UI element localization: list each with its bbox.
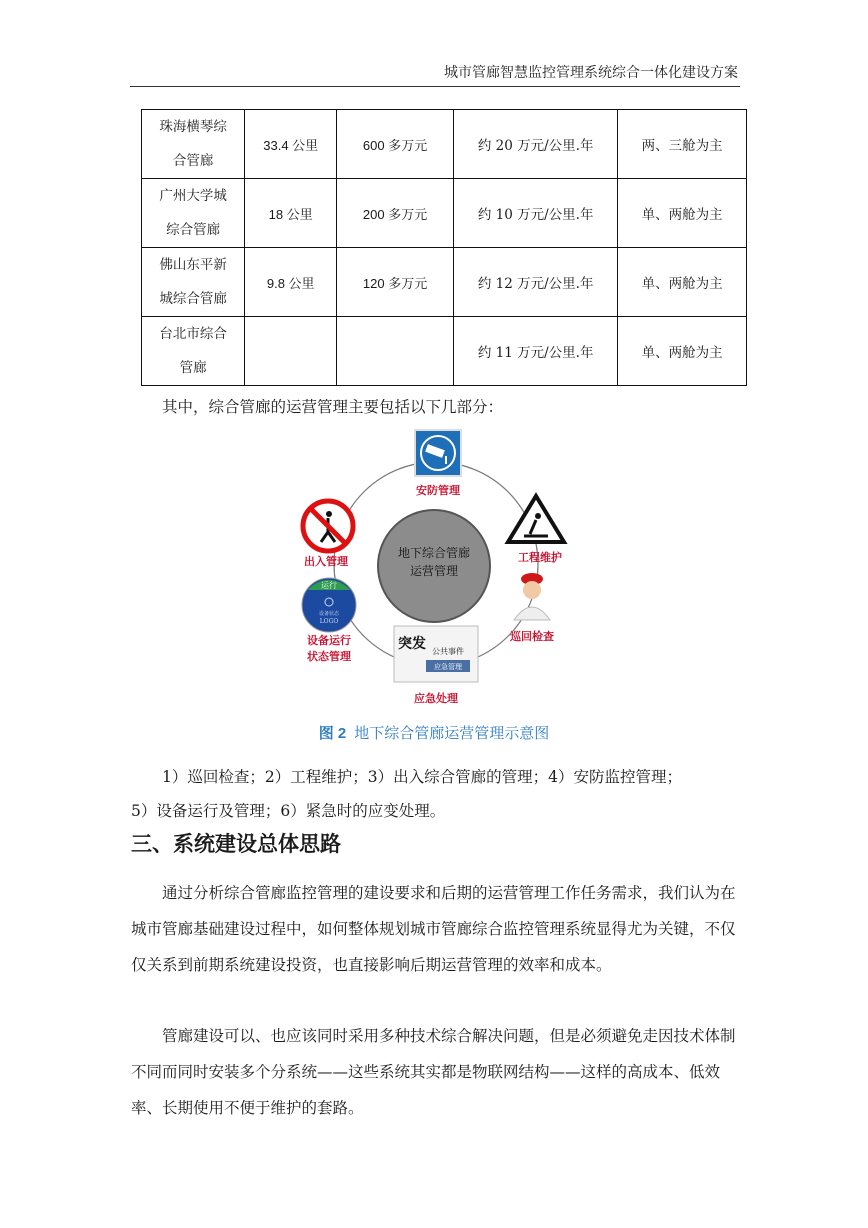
name-line-1: 台北市综合 bbox=[159, 326, 227, 342]
label-engineering: 工程维护 bbox=[518, 551, 562, 564]
name-cell bbox=[142, 110, 245, 179]
emergency-book-icon bbox=[394, 626, 478, 682]
name-cell bbox=[142, 317, 245, 386]
cost-cell: 约 12 万元/公里.年 bbox=[454, 248, 618, 317]
figure-number: 图 2 bbox=[318, 725, 347, 742]
type-cell: 单、两舱为主 bbox=[618, 179, 747, 248]
investment-cell: 120 多万元 bbox=[337, 248, 454, 317]
intro-text: 其中，综合管廊的运营管理主要包括以下几部分： bbox=[162, 398, 504, 416]
badge-run-text: 运行 bbox=[321, 581, 337, 590]
cost-cell: 约 20 万元/公里.年 bbox=[454, 110, 618, 179]
section-title: 三、系统建设总体思路 bbox=[131, 832, 341, 856]
type-cell: 单、两舱为主 bbox=[618, 248, 747, 317]
name-line-2: 管廊 bbox=[179, 360, 207, 376]
label-device-1: 设备运行 bbox=[307, 634, 351, 647]
investment-cell: 600 多万元 bbox=[337, 110, 454, 179]
header-title: 城市管廊智慧监控管理系统综合一体化建设方案 bbox=[444, 65, 738, 81]
name-line-2: 城综合管廊 bbox=[159, 291, 227, 307]
emergency-small-text: 公共事件 bbox=[432, 647, 464, 656]
paragraph-2: 管廊建设可以、也应该同时采用多种技术综合解决问题，但是必须避免走因技术体制不同而同时安装多个分系统——这些系统其实都是物联网结构——这样的高成本、低效率、长期使用不便于维护的套路。 bbox=[131, 1027, 736, 1117]
no-entry-icon bbox=[303, 501, 353, 551]
camera-icon bbox=[415, 430, 461, 476]
paragraph-1: 通过分析综合管廊监控管理的建设要求和后期的运营管理工作任务需求，我们认为在城市管廊基础建设过程中，如何整体规划城市管廊综合监控管理系统显得尤为关键，不仅仅关系到前期系统建设投资，也直接影响后期运营管理的效率和成本。 bbox=[131, 884, 736, 974]
badge-logo-text: LOGO bbox=[319, 618, 339, 625]
investment-cell: 200 多万元 bbox=[337, 179, 454, 248]
cost-cell: 约 10 万元/公里.年 bbox=[454, 179, 618, 248]
center-label-2: 运营管理 bbox=[409, 564, 459, 578]
name-line-1: 佛山东平新 bbox=[159, 257, 227, 273]
construction-warning-icon bbox=[508, 496, 564, 542]
header-divider bbox=[130, 86, 740, 87]
name-line-1: 珠海横琴综 bbox=[159, 119, 227, 135]
table-row bbox=[142, 248, 747, 317]
length-cell bbox=[245, 317, 337, 386]
investment-cell bbox=[337, 317, 454, 386]
name-cell bbox=[142, 248, 245, 317]
name-line-2: 合管廊 bbox=[172, 153, 214, 169]
name-line-2: 综合管廊 bbox=[166, 222, 221, 238]
inspector-icon bbox=[514, 573, 550, 620]
figure-caption-text: 地下综合管廊运营管理示意图 bbox=[354, 724, 550, 742]
list-line-1: 1）巡回检查；2）工程维护；3）出入综合管廊的管理；4）安防监控管理； bbox=[162, 768, 682, 786]
table-row bbox=[142, 110, 747, 179]
type-cell: 单、两舱为主 bbox=[618, 317, 747, 386]
table-row bbox=[142, 317, 747, 386]
label-security: 安防管理 bbox=[416, 484, 460, 497]
emergency-mgmt-text: 应急管理 bbox=[434, 663, 462, 671]
badge-status-text: 设备状态 bbox=[318, 611, 340, 617]
label-emergency: 应急处理 bbox=[414, 692, 458, 705]
label-access: 出入管理 bbox=[304, 555, 348, 568]
device-status-badge-icon bbox=[302, 578, 356, 632]
length-cell: 33.4 公里 bbox=[245, 110, 337, 179]
table-row bbox=[142, 179, 747, 248]
name-line-1: 广州大学城 bbox=[159, 188, 227, 204]
cost-cell: 约 11 万元/公里.年 bbox=[454, 317, 618, 386]
type-cell: 两、三舱为主 bbox=[618, 110, 747, 179]
figure-caption bbox=[0, 722, 868, 743]
list-line-2: 5）设备运行及管理；6）紧急时的应变处理。 bbox=[131, 802, 446, 820]
name-cell bbox=[142, 179, 245, 248]
label-device-2: 状态管理 bbox=[307, 650, 351, 663]
length-cell: 9.8 公里 bbox=[245, 248, 337, 317]
emergency-big-text: 突发 bbox=[398, 636, 426, 652]
center-label-1: 地下综合管廊 bbox=[397, 546, 471, 560]
length-cell: 18 公里 bbox=[245, 179, 337, 248]
label-inspection: 巡回检查 bbox=[510, 630, 554, 643]
operations-diagram bbox=[286, 424, 586, 714]
cost-table bbox=[141, 109, 747, 386]
